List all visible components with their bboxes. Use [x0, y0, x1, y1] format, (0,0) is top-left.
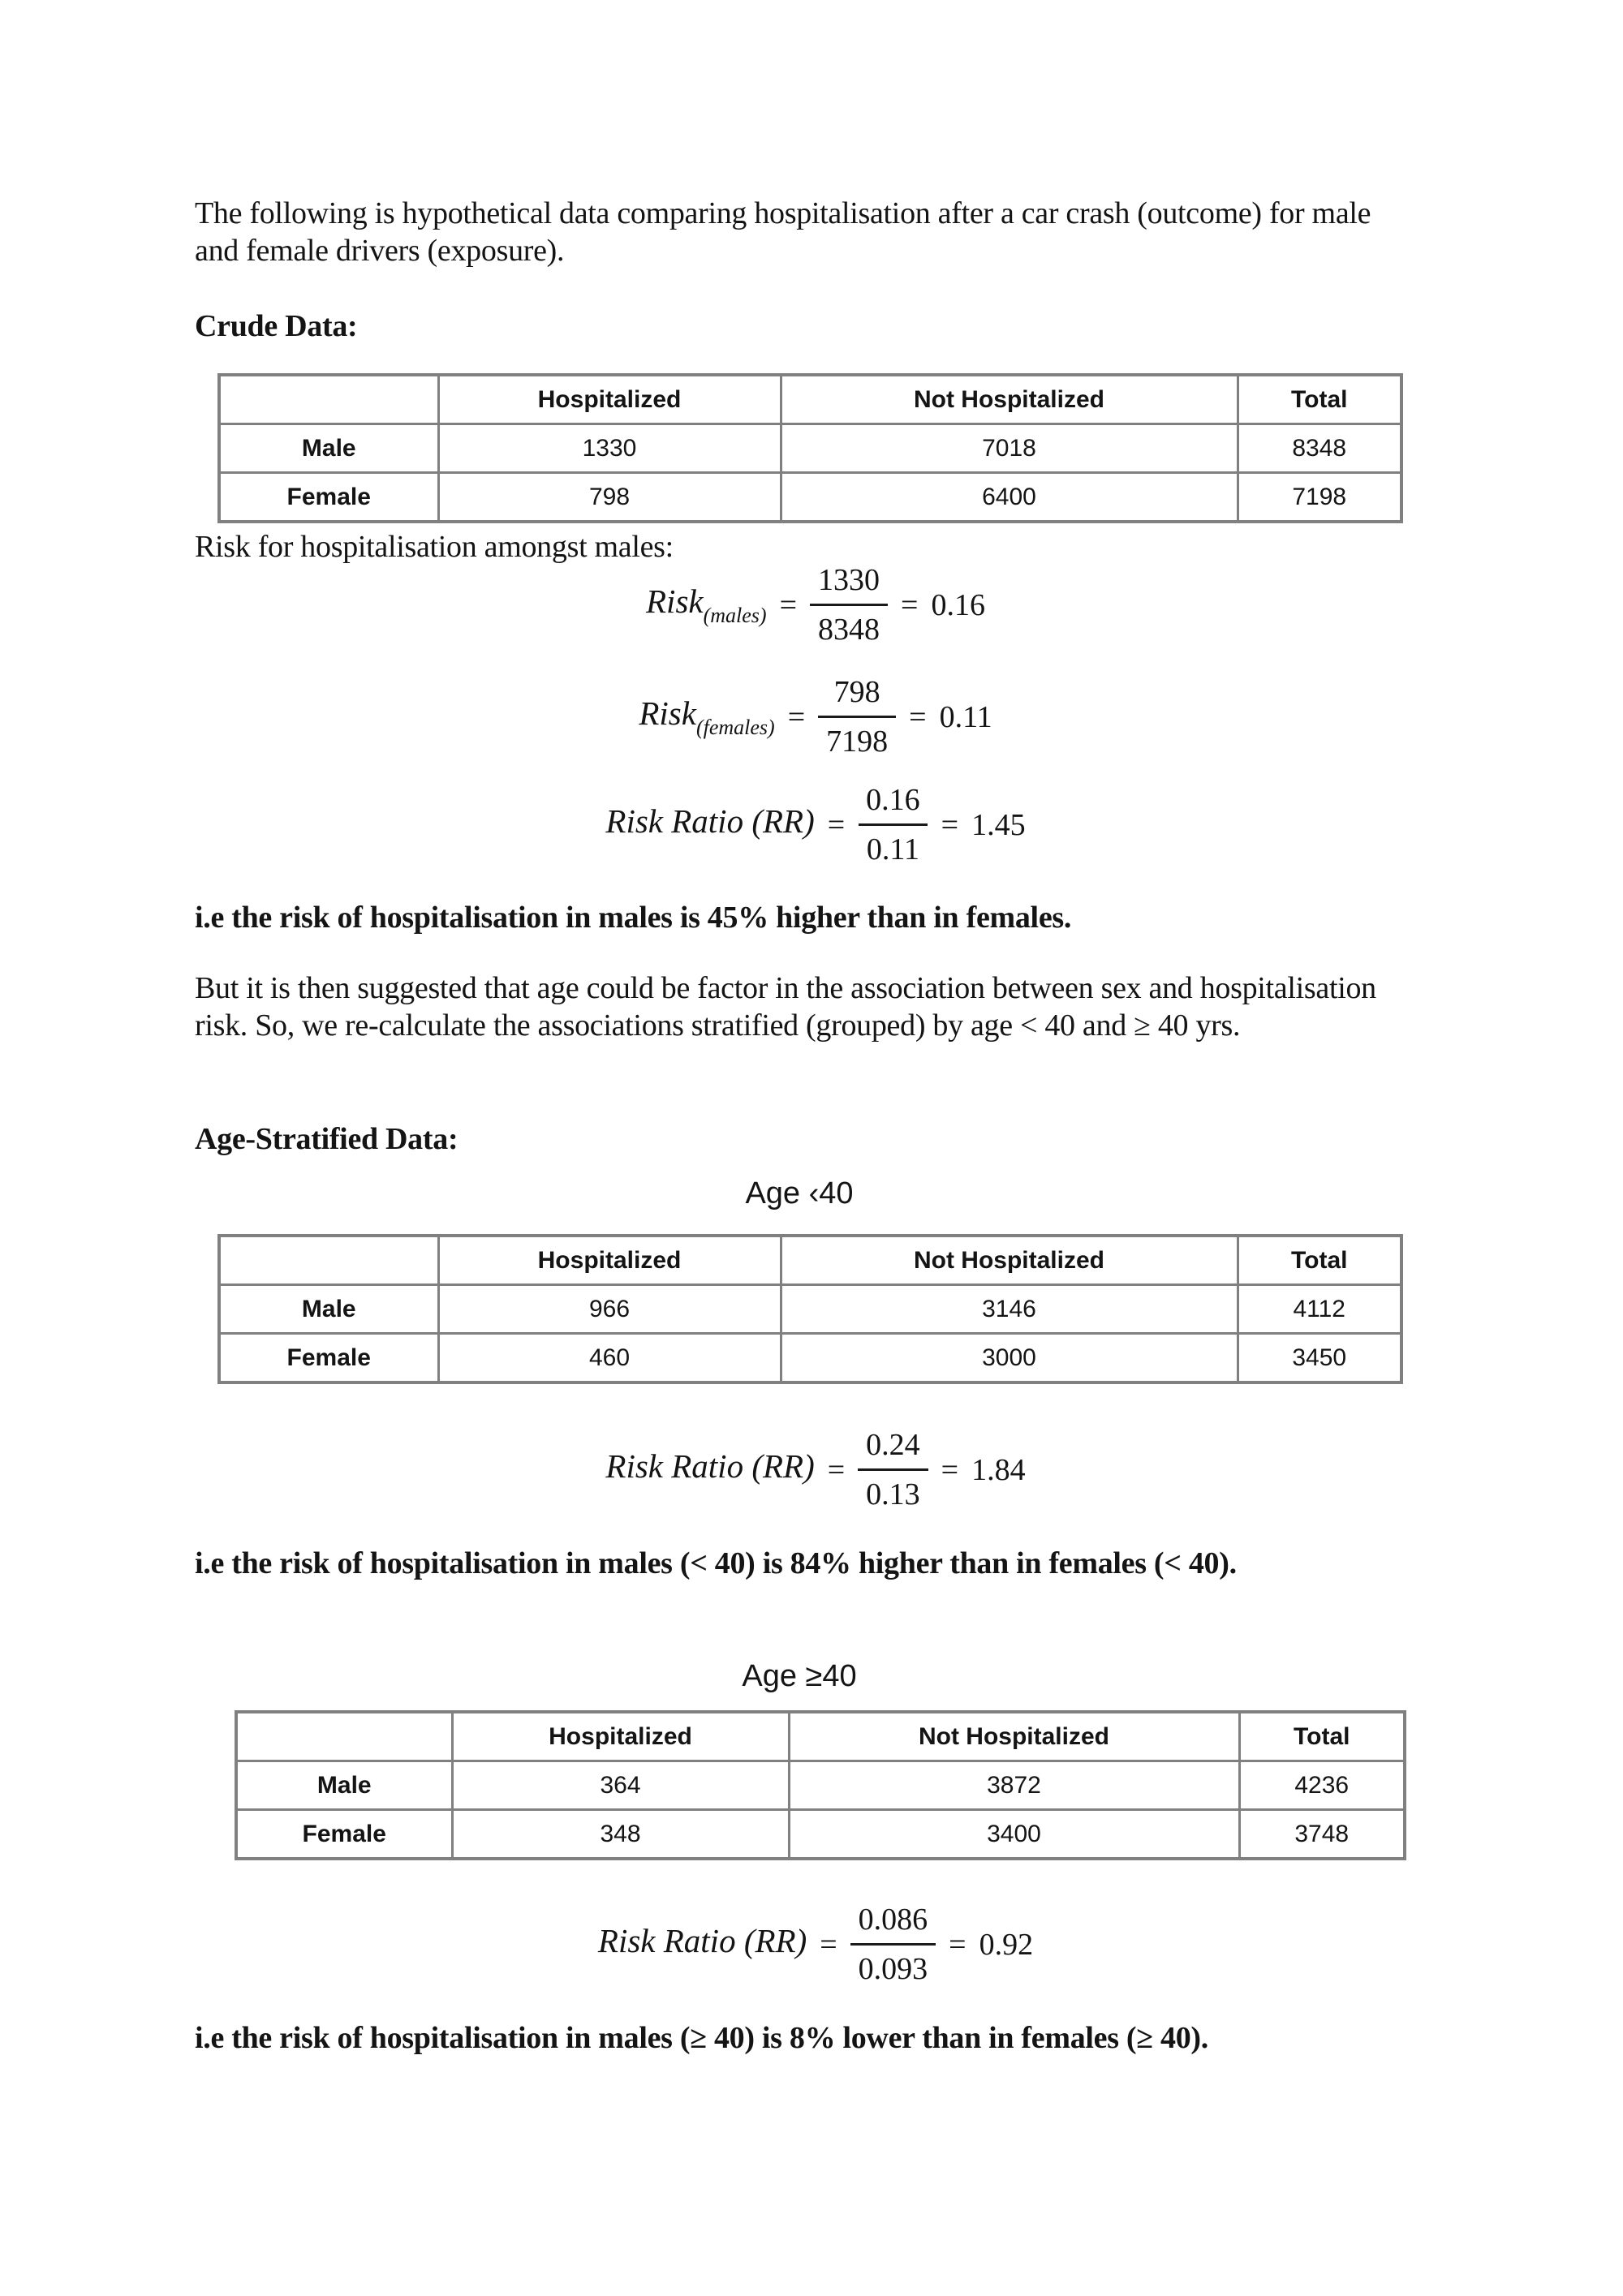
- header-cell-total: Total: [1238, 1236, 1401, 1285]
- header-cell-empty: [219, 375, 438, 424]
- fraction-numerator: 1330: [818, 563, 880, 597]
- formula-result: 0.16: [931, 587, 985, 622]
- fraction-numerator: 798: [833, 675, 880, 709]
- header-cell-hospitalized: Hospitalized: [452, 1712, 789, 1761]
- intro-line-2: and female drivers (exposure).: [195, 234, 565, 268]
- formula-lhs: Risk$_{(females)}$: [639, 694, 775, 739]
- cell-value: 460: [438, 1334, 781, 1383]
- transition-paragraph: [195, 970, 1376, 1044]
- cell-value: 6400: [781, 473, 1238, 522]
- table-row-male: [219, 424, 1401, 473]
- table-row-female: [219, 1334, 1401, 1383]
- age-over-40-table: [235, 1710, 1406, 1860]
- table-row-male: [219, 1285, 1401, 1334]
- cell-value: 3400: [789, 1810, 1239, 1860]
- fraction-numerator: 0.086: [858, 1903, 928, 1937]
- equals-sign: =: [909, 699, 927, 734]
- formula-lhs: Risk Ratio (RR): [605, 802, 815, 840]
- table-header-row: [219, 1236, 1401, 1285]
- crude-conclusion: i.e the risk of hospitalisation in males is 45% higher than in females.: [195, 901, 1072, 935]
- row-label: Male: [219, 1285, 438, 1334]
- crude-data-heading: Crude Data:: [195, 309, 358, 343]
- equals-sign: =: [827, 807, 846, 842]
- over-40-conclusion: i.e the risk of hospitalisation in males (≥ 40) is 8% lower than in females (≥ 40).: [195, 2021, 1208, 2055]
- formula-risk-males: [0, 562, 1623, 647]
- row-label: Female: [219, 473, 438, 522]
- cell-value: 4112: [1238, 1285, 1401, 1334]
- formula-subscript: (females): [695, 716, 775, 739]
- cell-value: 3146: [781, 1285, 1238, 1334]
- fraction-denominator: 0.13: [858, 1468, 928, 1512]
- cell-value: 3450: [1238, 1334, 1401, 1383]
- equals-sign: =: [941, 1452, 959, 1487]
- fraction-denominator: 0.11: [859, 823, 928, 867]
- cell-value: 7198: [1238, 473, 1401, 522]
- fraction-denominator: 7198: [818, 716, 896, 759]
- table-row-female: [236, 1810, 1405, 1860]
- transition-line-2: risk. So, we re-calculate the associations stratified (grouped) by age < 40 and ≥ 40 yrs.: [195, 1008, 1241, 1043]
- fraction-denominator: 0.093: [850, 1943, 936, 1987]
- cell-value: 8348: [1238, 424, 1401, 473]
- cell-value: 364: [452, 1761, 789, 1810]
- age-under-40-title: Age ‹40: [745, 1176, 854, 1210]
- under-40-conclusion: i.e the risk of hospitalisation in males (< 40) is 84% higher than in females (< 40).: [195, 1546, 1237, 1580]
- formula-subscript: (males): [703, 604, 767, 627]
- header-cell-empty: [219, 1236, 438, 1285]
- cell-value: 4236: [1239, 1761, 1405, 1810]
- row-label: Male: [236, 1761, 452, 1810]
- header-cell-total: Total: [1239, 1712, 1405, 1761]
- header-cell-not-hospitalized: Not Hospitalized: [781, 375, 1238, 424]
- fraction: [850, 1902, 936, 1987]
- formula-lhs: Risk$_{(males)}$: [646, 583, 767, 627]
- formula-risk-ratio-crude: [0, 782, 1623, 867]
- row-label: Male: [219, 424, 438, 473]
- crude-data-table: [217, 373, 1403, 523]
- fraction-numerator: 0.16: [866, 783, 920, 817]
- table-header-row: [219, 375, 1401, 424]
- row-label: Female: [236, 1810, 452, 1860]
- row-label: Female: [219, 1334, 438, 1383]
- table-row-female: [219, 473, 1401, 522]
- formula-lhs: Risk Ratio (RR): [605, 1447, 815, 1485]
- header-cell-hospitalized: Hospitalized: [438, 1236, 781, 1285]
- cell-value: 3872: [789, 1761, 1239, 1810]
- header-cell-hospitalized: Hospitalized: [438, 375, 781, 424]
- equals-sign: =: [820, 1927, 837, 1962]
- cell-value: 348: [452, 1810, 789, 1860]
- formula-result: 1.84: [971, 1452, 1026, 1487]
- formula-risk-ratio-over-40: [0, 1902, 1623, 1987]
- cell-value: 3748: [1239, 1810, 1405, 1860]
- fraction: [810, 562, 888, 647]
- fraction-numerator: 0.24: [866, 1428, 920, 1462]
- intro-paragraph: [195, 195, 1371, 269]
- formula-result: 0.11: [939, 699, 992, 734]
- fraction: [858, 782, 928, 867]
- formula-result: 1.45: [971, 807, 1026, 842]
- age-under-40-table: [217, 1234, 1403, 1384]
- cell-value: 966: [438, 1285, 781, 1334]
- equals-sign: =: [827, 1452, 846, 1487]
- formula-lhs: Risk Ratio (RR): [597, 1922, 807, 1959]
- risk-caption: Risk for hospitalisation amongst males:: [195, 530, 674, 564]
- header-cell-not-hospitalized: Not Hospitalized: [789, 1712, 1239, 1761]
- table-row-male: [236, 1761, 1405, 1810]
- fraction: [858, 1427, 928, 1512]
- transition-line-1: But it is then suggested that age could be factor in the association between sex and hospitalisation: [195, 971, 1376, 1005]
- equals-sign: =: [949, 1927, 966, 1962]
- formula-result: 0.92: [979, 1927, 1034, 1962]
- intro-line-1: The following is hypothetical data comparing hospitalisation after a car crash (outcome) for male: [195, 196, 1371, 230]
- equals-sign: =: [941, 807, 959, 842]
- cell-value: 7018: [781, 424, 1238, 473]
- table-header-row: [236, 1712, 1405, 1761]
- fraction: [818, 674, 896, 759]
- header-cell-empty: [236, 1712, 452, 1761]
- formula-risk-ratio-under-40: [0, 1427, 1623, 1512]
- equals-sign: =: [779, 587, 798, 622]
- cell-value: 1330: [438, 424, 781, 473]
- header-cell-not-hospitalized: Not Hospitalized: [781, 1236, 1238, 1285]
- header-cell-total: Total: [1238, 375, 1401, 424]
- age-over-40-title: Age ≥40: [742, 1659, 857, 1693]
- equals-sign: =: [787, 699, 806, 734]
- cell-value: 798: [438, 473, 781, 522]
- equals-sign: =: [901, 587, 919, 622]
- formula-risk-females: [0, 674, 1623, 759]
- fraction-denominator: 8348: [810, 604, 888, 647]
- age-stratified-heading: Age-Stratified Data:: [195, 1122, 458, 1156]
- cell-value: 3000: [781, 1334, 1238, 1383]
